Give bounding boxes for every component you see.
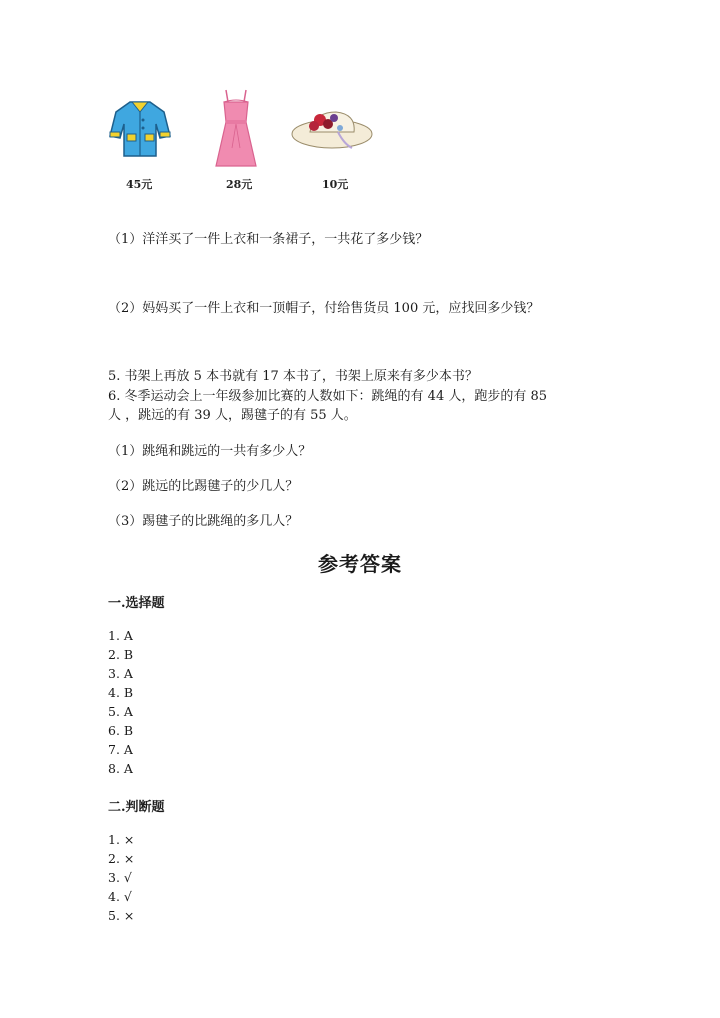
question-6-line-2: 人 ，跳远的有 39 人，踢毽子的有 55 人。: [108, 408, 357, 423]
answer-2-3: 3. √: [108, 870, 132, 885]
answer-2-4: 4. √: [108, 889, 132, 904]
answer-1-8: 8. A: [108, 761, 133, 776]
answer-1-6: 6. B: [108, 723, 134, 738]
answer-1-4: 4. B: [108, 685, 134, 700]
answer-1-3: 3. A: [108, 666, 133, 681]
coat-image: [108, 96, 172, 160]
question-4-1: （1）洋洋买了一件上衣和一条裙子，一共花了多少钱？: [108, 232, 429, 247]
hat-price: 10元: [322, 178, 349, 191]
answer-2-1: 1. ×: [108, 832, 135, 847]
dress-price: 28元: [226, 178, 253, 191]
question-4-2: （2）妈妈买了一件上衣和一顶帽子，付给售货员 100 元，应找回多少钱？: [108, 301, 540, 316]
question-6-line-1: 6. 冬季运动会上一年级参加比赛的人数如下：跳绳的有 44 人，跑步的有 85: [108, 389, 548, 404]
answer-1-5: 5. A: [108, 704, 133, 719]
question-6-1: （1）跳绳和跳远的一共有多少人？: [108, 444, 312, 459]
section-1-heading: 一.选择题: [108, 596, 165, 611]
answer-2-2: 2. ×: [108, 851, 135, 866]
question-6-3: （3）踢毽子的比跳绳的多几人？: [108, 514, 299, 529]
section-2-heading: 二.判断题: [108, 800, 165, 815]
dress-image: [212, 88, 260, 170]
answer-1-7: 7. A: [108, 742, 133, 757]
answer-key-title: 参考答案: [318, 552, 402, 576]
answer-1-1: 1. A: [108, 628, 133, 643]
hat-image: [290, 104, 374, 154]
question-6-2: （2）跳远的比踢毽子的少几人？: [108, 479, 299, 494]
coat-price: 45元: [126, 178, 153, 191]
question-5: 5. 书架上再放 5 本书就有 17 本书了，书架上原来有多少本书？: [108, 369, 478, 384]
answer-2-5: 5. ×: [108, 908, 135, 923]
answer-1-2: 2. B: [108, 647, 134, 662]
